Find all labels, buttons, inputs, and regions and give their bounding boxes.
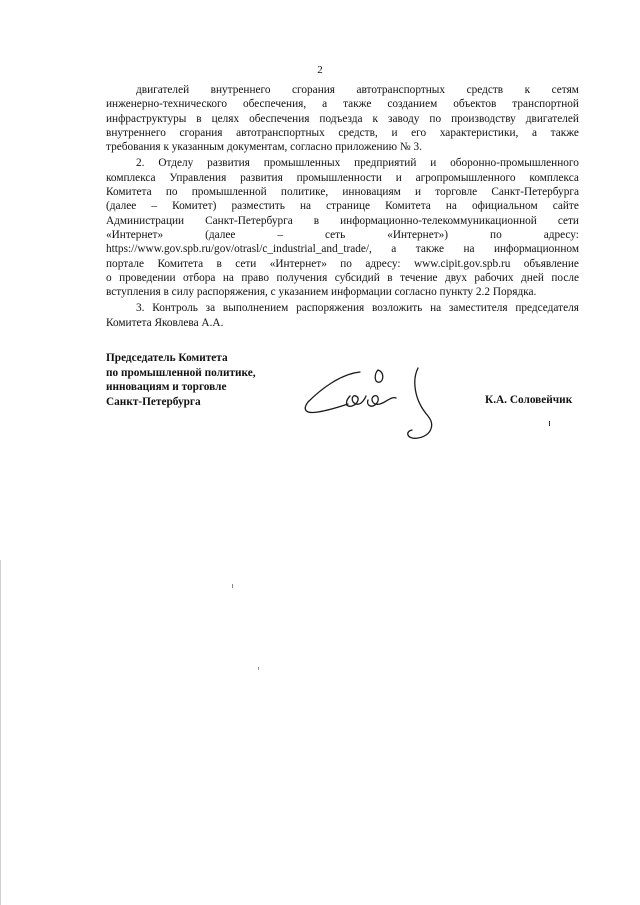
word: а (322, 98, 328, 111)
word: агропромышленного (415, 171, 516, 184)
page-number: 2 (317, 64, 323, 76)
word: сетям (551, 84, 579, 96)
word: также (550, 126, 579, 139)
scan-edge (0, 560, 1, 905)
word: портале (106, 257, 145, 270)
word: двигателей (525, 112, 579, 125)
word: к (524, 84, 531, 96)
word: обеспечения, (243, 98, 307, 111)
word: развития (207, 157, 250, 170)
text-line (106, 140, 579, 154)
scan-mark (258, 667, 259, 670)
word: Отделу (158, 157, 194, 170)
text-line (106, 171, 579, 185)
word: объявление (523, 257, 579, 270)
word: его (411, 126, 427, 139)
word: вступления в силу распоряжения, с указанием информации согласно пункту 2.2 Порядка. (106, 286, 537, 299)
word: Контроль (152, 302, 198, 315)
word: возложить (372, 302, 423, 315)
word: Санкт-Петербурга (491, 186, 579, 199)
word: средств (466, 84, 504, 96)
word: внутреннего (106, 126, 166, 139)
word: по (429, 112, 442, 125)
word: сгорания (292, 84, 335, 96)
word: получения (276, 271, 328, 284)
word: промышленности (296, 171, 382, 184)
word: разместить (231, 200, 285, 213)
paragraph-1 (106, 83, 579, 154)
word: адресу: (543, 228, 579, 241)
word: рабочих (474, 271, 514, 284)
word: www.cipit.gov.spb.ru (413, 257, 511, 270)
word: https://www.gov.spb.ru/gov/otrasl/c_industrial_and_trade/, (106, 243, 372, 256)
word: комплекса (529, 171, 579, 184)
word: и (414, 186, 422, 199)
scan-mark (549, 421, 550, 426)
word: странице (326, 200, 371, 213)
word: а (531, 126, 537, 139)
word: оборонно-промышленного (450, 157, 579, 170)
text-line (106, 257, 579, 271)
word: Управления (169, 171, 227, 184)
text-line (106, 97, 579, 111)
word: средств, (338, 126, 378, 139)
word: сайте (552, 200, 579, 213)
text-line (106, 112, 579, 126)
word: – (151, 200, 158, 213)
word: в (313, 214, 320, 227)
word: сети (235, 257, 257, 270)
word: (далее (205, 228, 236, 241)
word: сети (557, 214, 579, 227)
word: на (300, 200, 312, 213)
word: созданием (387, 98, 438, 111)
word: – (277, 228, 283, 241)
paragraph-3 (106, 301, 579, 330)
word: транспортной (512, 98, 579, 111)
word: инновациям (342, 186, 401, 199)
word: субсидий (334, 271, 380, 284)
word: предприятий (354, 157, 417, 170)
word: Комитета Яковлева А.А. (106, 316, 224, 329)
word: комплекса (106, 171, 156, 184)
word: сеть (324, 228, 346, 241)
word: информационно-телекоммуникационной (340, 214, 537, 227)
text-line (106, 156, 579, 170)
word: Комитета (157, 257, 204, 270)
word: характеристики, (439, 126, 519, 139)
word: к (372, 112, 379, 125)
word: на (445, 200, 457, 213)
word: Комитета (106, 186, 152, 199)
word: промышленных (263, 157, 341, 170)
word: (далее (106, 200, 137, 213)
word: в (216, 257, 222, 270)
text-line (106, 301, 579, 315)
word: на (463, 243, 475, 256)
word: подъезда (319, 112, 363, 125)
signer-name: К.А. Соловейчик (485, 394, 573, 406)
word: заместителя (448, 302, 508, 315)
word: в (196, 112, 202, 125)
word: автотранспортных (236, 126, 325, 139)
word: и (395, 171, 402, 184)
word: целях (211, 112, 240, 125)
word: Администрации (106, 214, 185, 227)
word: отбора (182, 271, 216, 284)
word: автотранспортных (356, 84, 446, 96)
word: «Интернет» (106, 228, 164, 241)
signatory-title-line: Санкт-Петербурга (106, 395, 201, 408)
word: выполнением (222, 302, 289, 315)
word: а (391, 243, 397, 256)
word: по (340, 257, 352, 270)
text-line (106, 214, 579, 228)
text-line (106, 316, 579, 330)
word: развития (240, 171, 283, 184)
word: о (106, 271, 112, 284)
text-line (106, 285, 579, 299)
word: председателя (515, 302, 579, 315)
handwritten-signature (300, 360, 480, 445)
word: промышленной (191, 186, 267, 199)
word: на (222, 271, 234, 284)
word: после (551, 271, 579, 284)
word: политике, (280, 186, 329, 199)
word: по (490, 228, 502, 241)
word: объектов (453, 98, 497, 111)
signature-title-block (106, 351, 256, 409)
word: 3. (136, 302, 145, 315)
text-line (106, 83, 579, 97)
word: на (430, 302, 442, 315)
word: и (430, 157, 437, 170)
word: информационном (493, 243, 579, 256)
word: 2. (136, 157, 145, 170)
word: инфраструктуры (106, 112, 187, 125)
scan-mark (232, 584, 233, 588)
word: торговле (435, 186, 478, 199)
text-line (106, 185, 579, 199)
word: двух (444, 271, 467, 284)
signatory-title-line: по промышленной политике, (106, 366, 256, 379)
word: дней (521, 271, 544, 284)
text-line (106, 126, 579, 140)
word: право (241, 271, 270, 284)
word: обеспечения (249, 112, 310, 125)
signatory-title-line: инновациям и торговле (106, 381, 227, 394)
paragraph-2 (106, 156, 579, 299)
word: адресу: (365, 257, 401, 270)
word: Комитет) (172, 200, 217, 213)
word: инженерно-технического (106, 98, 228, 111)
signatory-title-line: Председатель Комитета (106, 352, 228, 364)
word: течение (400, 271, 438, 284)
word: Санкт-Петербурга (205, 214, 293, 227)
word: в (387, 271, 393, 284)
word: и (391, 126, 398, 139)
word: внутреннего (210, 84, 271, 96)
word: сгорания (179, 126, 223, 139)
word: официальном (472, 200, 538, 213)
word: требования к указанным документам, согласно приложению № 3. (106, 141, 422, 154)
word: по (165, 186, 178, 199)
word: за (205, 302, 216, 315)
document-body (106, 83, 579, 330)
word: проведении (119, 271, 176, 284)
word: производству (451, 112, 516, 125)
word: «Интернет») (387, 228, 449, 241)
word: двигателей (136, 84, 190, 96)
word: заводу (388, 112, 420, 125)
word: Комитета (385, 200, 431, 213)
word: распоряжения (296, 302, 365, 315)
text-line (106, 199, 579, 213)
text-line (106, 271, 579, 285)
text-line (106, 228, 579, 242)
word: «Интернет» (269, 257, 327, 270)
text-line (106, 242, 579, 256)
word: также (343, 98, 372, 111)
word: также (415, 243, 444, 256)
